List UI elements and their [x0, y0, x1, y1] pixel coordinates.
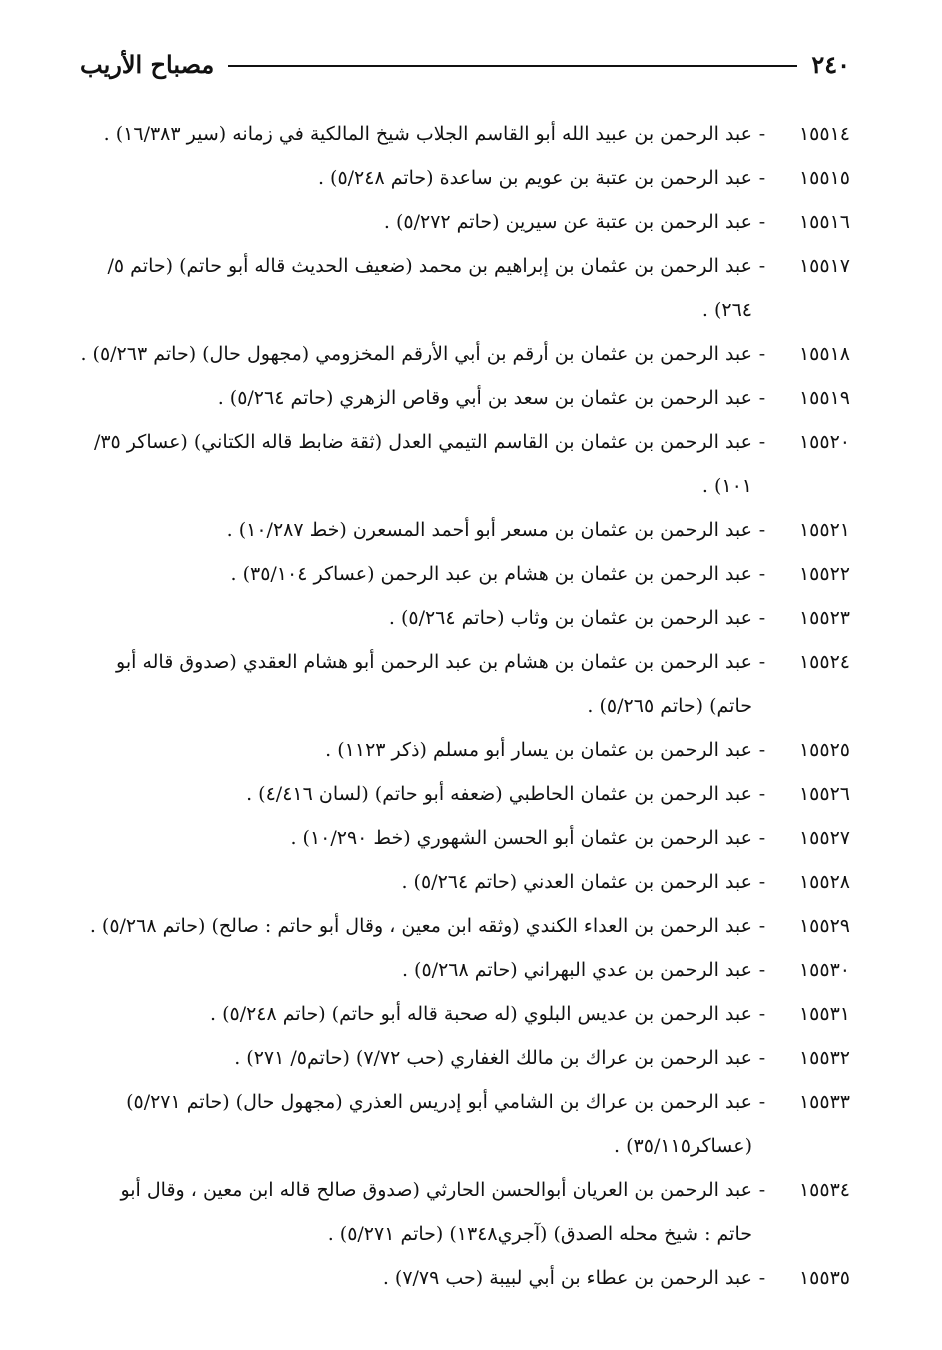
entry-dash: - — [758, 1179, 766, 1201]
list-item — [80, 772, 850, 816]
entry-text: عبد الرحمن بن عثمان بن إبراهيم بن محمد (ضعيف الحديث قاله أبو حاتم) (حاتم ٥/ ٢٦٤) . — [107, 255, 752, 321]
entry-dash: - — [758, 915, 766, 937]
entry-dash: - — [758, 519, 766, 541]
entry-dash: - — [758, 255, 766, 277]
entry-text: عبد الرحمن بن عثمان بن أرقم بن أبي الأرقم المخزومي (مجهول حال) (حاتم ٥/٢٦٣) . — [80, 343, 752, 365]
entry-dash: - — [758, 123, 766, 145]
entry-number: ١٥٥٣٥ — [798, 1267, 850, 1289]
page-number: ٢٤٠ — [811, 49, 850, 79]
entry-dash: - — [758, 431, 766, 453]
list-item — [80, 156, 850, 200]
list-item — [80, 200, 850, 244]
entry-number: ١٥٥٣٤ — [798, 1179, 850, 1201]
list-item — [80, 1036, 850, 1080]
entry-text: عبد الرحمن بن عثمان بن هشام بن عبد الرحمن (عساكر ٣٥/١٠٤) . — [230, 563, 752, 585]
entry-text: عبد الرحمن بن العداء الكندي (وثقه ابن معين ، وقال أبو حاتم : صالح) (حاتم ٥/٢٦٨) . — [89, 915, 752, 937]
entry-number: ١٥٥٢١ — [798, 519, 850, 541]
entry-text: عبد الرحمن بن عثمان بن يسار أبو مسلم (ذكر ١١٢٣) . — [325, 739, 752, 761]
list-item — [80, 332, 850, 376]
entry-dash: - — [758, 827, 766, 849]
entry-text: عبد الرحمن بن عتبة عن سيرين (حاتم ٥/٢٧٢) . — [383, 211, 752, 233]
list-item — [80, 1256, 850, 1300]
list-item — [80, 552, 850, 596]
entry-text: عبد الرحمن بن عثمان بن القاسم التيمي العدل (ثقة ضابط قاله الكتاني) (عساكر ٣٥/ ١٠١) . — [93, 431, 752, 497]
entry-number: ١٥٥٢٧ — [798, 827, 850, 849]
entry-dash: - — [758, 1003, 766, 1025]
list-item — [80, 508, 850, 552]
entry-number: ١٥٥٣٣ — [798, 1091, 850, 1113]
entry-text: عبد الرحمن بن عطاء بن أبي لبيبة (حب ٧/٧٩) . — [382, 1267, 752, 1289]
list-item — [80, 992, 850, 1036]
entry-number: ١٥٥١٨ — [798, 343, 850, 365]
entry-text: عبد الرحمن بن عثمان بن سعد بن أبي وقاص الزهري (حاتم ٥/٢٦٤) . — [217, 387, 752, 409]
entry-text: عبد الرحمن بن عثمان بن هشام بن عبد الرحمن أبو هشام العقدي (صدوق قاله أبو حاتم) (حاتم ٥/٢٦٥) . — [116, 651, 752, 717]
list-item — [80, 728, 850, 772]
entry-text: عبد الرحمن بن عثمان بن مسعر أبو أحمد المسعرن (خط ١٠/٢٨٧) . — [226, 519, 752, 541]
entry-dash: - — [758, 211, 766, 233]
list-item — [80, 244, 850, 332]
entry-number: ١٥٥٣١ — [798, 1003, 850, 1025]
entry-number: ١٥٥٢٠ — [798, 431, 850, 453]
entry-dash: - — [758, 739, 766, 761]
entry-text: عبد الرحمن بن عثمان العدني (حاتم ٥/٢٦٤) . — [401, 871, 752, 893]
entry-dash: - — [758, 387, 766, 409]
list-item — [80, 112, 850, 156]
entry-text: عبد الرحمن بن عتبة بن عويم بن ساعدة (حاتم ٥/٢٤٨) . — [317, 167, 752, 189]
list-item — [80, 816, 850, 860]
page-header — [80, 44, 850, 84]
entry-number: ١٥٥٣٢ — [798, 1047, 850, 1069]
entry-number: ١٥٥١٥ — [798, 167, 850, 189]
entry-number: ١٥٥٣٠ — [798, 959, 850, 981]
entry-number: ١٥٥٢٤ — [798, 651, 850, 673]
entry-dash: - — [758, 1267, 766, 1289]
entry-number: ١٥٥١٩ — [798, 387, 850, 409]
entry-dash: - — [758, 563, 766, 585]
entry-number: ١٥٥٢٦ — [798, 783, 850, 805]
list-item — [80, 1168, 850, 1256]
book-title: مصباح الأريب — [80, 49, 215, 79]
entry-text: عبد الرحمن بن عراك بن مالك الغفاري (حب ٧/٧٢) (حاتم٥/ ٢٧١) . — [234, 1047, 752, 1069]
list-item — [80, 1080, 850, 1168]
list-item — [80, 860, 850, 904]
entry-dash: - — [758, 651, 766, 673]
entry-dash: - — [758, 1047, 766, 1069]
entry-number: ١٥٥١٤ — [798, 123, 850, 145]
entry-text: عبد الرحمن بن عبيد الله أبو القاسم الجلاب شيخ المالكية في زمانه (سير ١٦/٣٨٣) . — [103, 123, 752, 145]
entry-number: ١٥٥٢٨ — [798, 871, 850, 893]
entry-text: عبد الرحمن بن عديس البلوي (له صحبة قاله أبو حاتم) (حاتم ٥/٢٤٨) . — [209, 1003, 752, 1025]
entry-number: ١٥٥٢٩ — [798, 915, 850, 937]
list-item — [80, 948, 850, 992]
list-item — [80, 420, 850, 508]
entry-dash: - — [758, 607, 766, 629]
entry-dash: - — [758, 167, 766, 189]
entry-text: عبد الرحمن بن عراك بن الشامي أبو إدريس العذري (مجهول حال) (حاتم ٥/٢٧١) (عساكر٣٥/١١٥) . — [126, 1091, 752, 1157]
entry-text: عبد الرحمن بن عثمان بن وثاب (حاتم ٥/٢٦٤) . — [388, 607, 752, 629]
entry-number: ١٥٥١٧ — [798, 255, 850, 277]
list-item — [80, 640, 850, 728]
entry-text: عبد الرحمن بن عثمان الحاطبي (ضعفه أبو حاتم) (لسان ٤/٤١٦) . — [246, 783, 752, 805]
entry-dash: - — [758, 783, 766, 805]
entry-text: عبد الرحمن بن عثمان أبو الحسن الشهوري (خط ١٠/٢٩٠) . — [290, 827, 752, 849]
list-item — [80, 376, 850, 420]
entry-dash: - — [758, 871, 766, 893]
entry-dash: - — [758, 1091, 766, 1113]
entry-text: عبد الرحمن بن عدي البهراني (حاتم ٥/٢٦٨) . — [401, 959, 752, 981]
entry-number: ١٥٥١٦ — [798, 211, 850, 233]
list-item — [80, 596, 850, 640]
entry-dash: - — [758, 959, 766, 981]
entry-number: ١٥٥٢٥ — [798, 739, 850, 761]
entry-number: ١٥٥٢٣ — [798, 607, 850, 629]
header-rule — [228, 65, 797, 67]
entry-text: عبد الرحمن بن العريان أبوالحسن الحارثي (صدوق صالح قاله ابن معين ، وقال أبو حاتم : شيخ محله الصدق) (آجري١٣٤٨) (حاتم ٥/٢٧١) . — [120, 1179, 752, 1245]
entry-number: ١٥٥٢٢ — [798, 563, 850, 585]
entry-dash: - — [758, 343, 766, 365]
entries-list — [80, 112, 850, 1300]
list-item — [80, 904, 850, 948]
